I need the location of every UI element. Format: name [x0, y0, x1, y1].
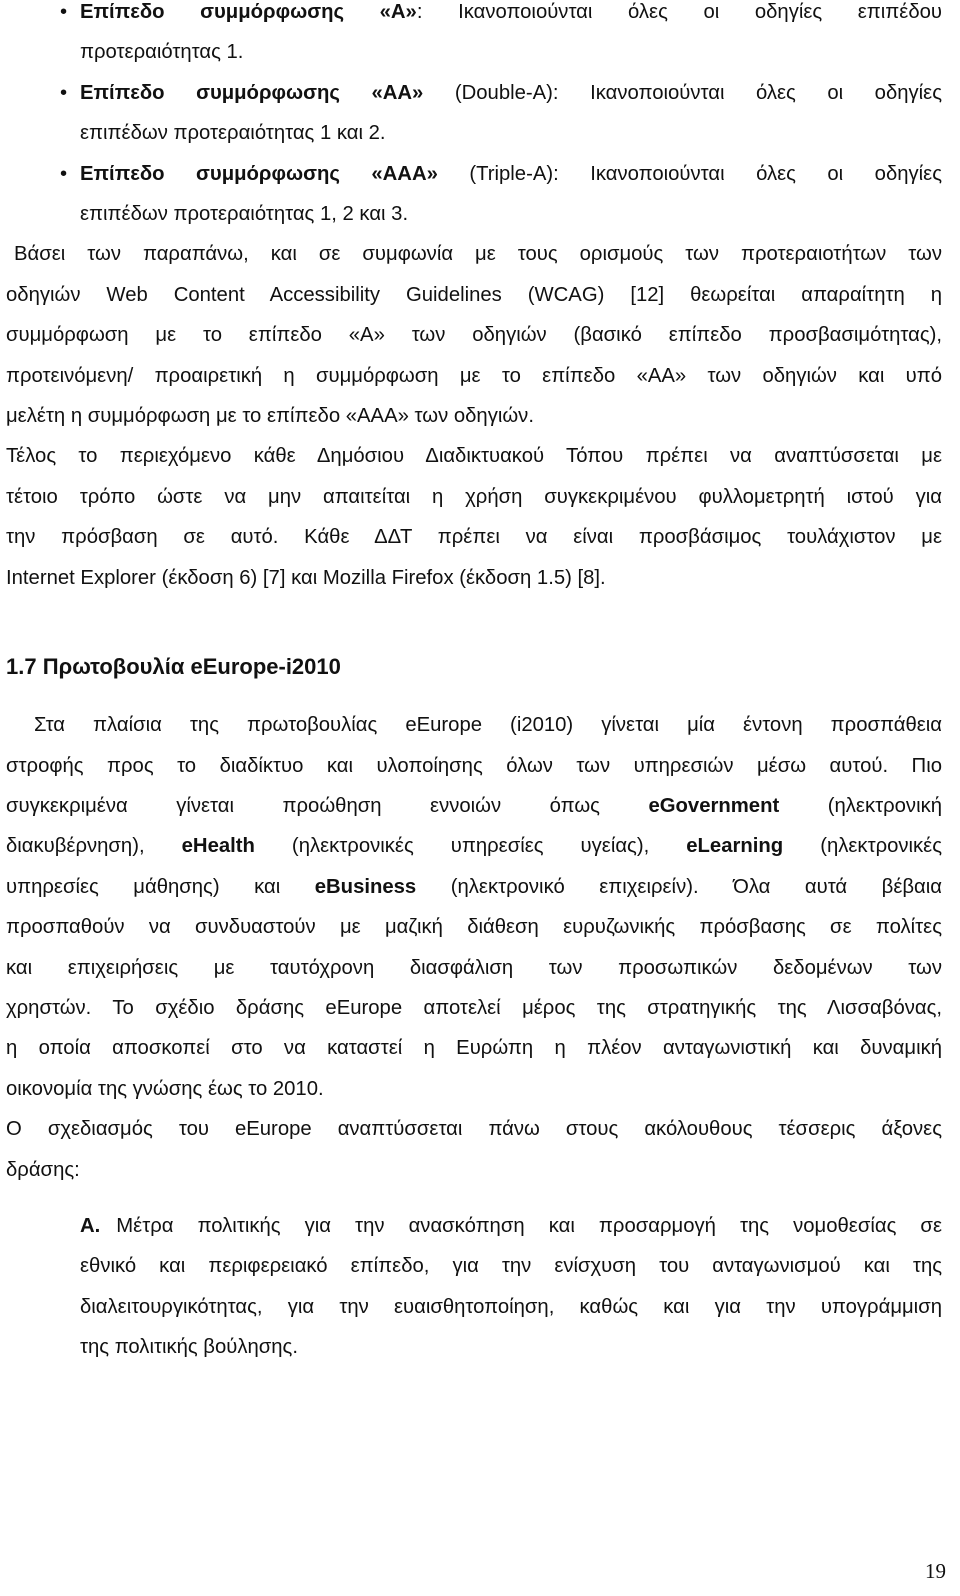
paragraph-line: μελέτη η συμμόρφωση με το επίπεδο «ΑΑΑ» των οδηγιών. — [6, 405, 534, 428]
paragraph-line: προτεινόμενη/ προαιρετική η συμμόρφωση με το επίπεδο «ΑΑ» των οδηγιών και υπό — [6, 364, 942, 387]
compliance-levels-list — [6, 0, 942, 234]
elearning-term: eLearning — [686, 835, 784, 858]
text-span: Μέτρα πολιτικής για την ανασκόπηση και προσαρμογή της νομοθεσίας σε — [116, 1214, 942, 1237]
eeurope-paragraph — [6, 705, 942, 1109]
section-heading: 1.7 Πρωτοβουλία eEurope-i2010 — [6, 654, 341, 680]
list-item — [6, 154, 942, 235]
paragraph-line: Internet Explorer (έκδοση 6) [7] και Mozilla Firefox (έκδοση 1.5) [8]. — [6, 566, 606, 589]
paragraph-line: οδηγιών Web Content Accessibility Guidelines (WCAG) [12] θεωρείται απαραίτητη η — [6, 283, 942, 306]
paragraph-line: στροφής προς το διαδίκτυο και υλοποίησης όλων των υπηρεσιών μέσω αυτού. Πιο — [6, 754, 942, 777]
bullet-icon: • — [60, 162, 68, 185]
text-span: διακυβέρνηση), — [6, 835, 182, 858]
paragraph-line: δράσης: — [6, 1158, 80, 1181]
bullet-icon: • — [60, 81, 68, 104]
paragraph-line: προσπαθούν να συνδυαστούν με μαζική διάθεση ευρυζωνικής πρόσβασης σε πολίτες — [6, 916, 942, 939]
ehealth-term: eHealth — [181, 835, 255, 858]
paragraph-line — [6, 1206, 942, 1246]
list-item-bold: Επίπεδο συμμόρφωσης «ΑΑΑ» — [80, 162, 438, 185]
paragraph-line — [6, 867, 942, 907]
browser-paragraph — [6, 436, 942, 598]
paragraph-line: Στα πλαίσια της πρωτοβουλίας eEurope (i2010) γίνεται μία έντονη προσπάθεια — [34, 714, 942, 737]
text-span: (ηλεκτρονική — [779, 794, 943, 817]
paragraph-line: Ο σχεδιασμός του eEurope αναπτύσσεται πάνω στους ακόλουθους τέσσερις άξονες — [6, 1118, 942, 1141]
list-item-bold: Επίπεδο συμμόρφωσης «ΑΑ» — [80, 81, 424, 104]
text-span: συγκεκριμένα γίνεται προώθηση εννοιών όπως — [6, 794, 649, 817]
paragraph-line: συμμόρφωση με το επίπεδο «Α» των οδηγιών (βασικό επίπεδο προσβασιμότητας), — [6, 324, 942, 347]
paragraph-line: εθνικό και περιφερειακό επίπεδο, για την ενίσχυση του ανταγωνισμού και της — [80, 1255, 942, 1278]
paragraph-line: χρηστών. Το σχέδιο δράσης eEurope αποτελεί μέρος της στρατηγικής της Λισσαβόνας, — [6, 996, 942, 1019]
text-span: (ηλεκτρονικές — [783, 835, 943, 858]
text-span: υπηρεσίες μάθησης) και — [6, 875, 315, 898]
paragraph-line: Βάσει των παραπάνω, και σε συμφωνία με τους ορισμούς των προτεραιοτήτων των — [14, 243, 942, 266]
paragraph-line: την πρόσβαση σε αυτό. Κάθε ΔΔΤ πρέπει να είναι προσβάσιμος τουλάχιστον με — [6, 526, 942, 549]
axes-paragraph — [6, 1109, 942, 1190]
paragraph-line — [6, 826, 942, 866]
list-item-text: (Double-A): Ικανοποιούνται όλες οι οδηγίες — [423, 81, 942, 104]
paragraph-line: η οποία αποσκοπεί στο να καταστεί η Ευρώπη η πλέον ανταγωνιστική και δυναμική — [6, 1037, 942, 1060]
bullet-icon: • — [60, 1, 68, 23]
list-item-continuation: προτεραιότητας 1. — [80, 41, 244, 64]
paragraph-line: διαλειτουργικότητας, για την ευαισθητοποίηση, καθώς και για την υπογράμμιση — [80, 1295, 942, 1318]
list-item-text: : Ικανοποιούνται όλες οι οδηγίες επιπέδου — [416, 1, 942, 23]
text-span: (ηλεκτρονικές υπηρεσίες υγείας), — [254, 835, 687, 858]
page-number: 19 — [925, 1559, 946, 1583]
list-item-bold: Επίπεδο συμμόρφωσης «Α» — [80, 1, 417, 23]
list-item-text: (Triple-A): Ικανοποιούνται όλες οι οδηγίες — [437, 162, 942, 185]
ebusiness-term: eBusiness — [314, 875, 417, 898]
paragraph-line: οικονομία της γνώσης έως το 2010. — [6, 1077, 324, 1100]
paragraph-line: της πολιτικής βούλησης. — [80, 1336, 298, 1359]
paragraph-line — [6, 786, 942, 826]
axis-label: Α. — [80, 1214, 101, 1237]
list-item-continuation: επιπέδων προτεραιότητας 1 και 2. — [80, 122, 386, 145]
list-item — [6, 0, 942, 73]
paragraph-line: Τέλος το περιεχόμενο κάθε Δημόσιου Διαδικτυακού Τόπου πρέπει να αναπτύσσεται με — [6, 445, 942, 468]
text-span: (ηλεκτρονικό επιχειρείν). Όλα αυτά βέβαια — [416, 875, 942, 898]
list-item-continuation: επιπέδων προτεραιότητας 1, 2 και 3. — [80, 203, 409, 226]
list-item — [6, 73, 942, 154]
paragraph-line: και επιχειρήσεις με ταυτόχρονη διασφάλιση των προσωπικών δεδομένων των — [6, 956, 942, 979]
axis-a-item — [6, 1206, 942, 1368]
paragraph-line: τέτοιο τρόπο ώστε να μην απαιτείται η χρήση συγκεκριμένου φυλλομετρητή ιστού για — [6, 485, 942, 508]
document-page — [6, 0, 942, 1368]
wcag-paragraph — [6, 234, 942, 436]
egovernment-term: eGovernment — [648, 794, 780, 817]
